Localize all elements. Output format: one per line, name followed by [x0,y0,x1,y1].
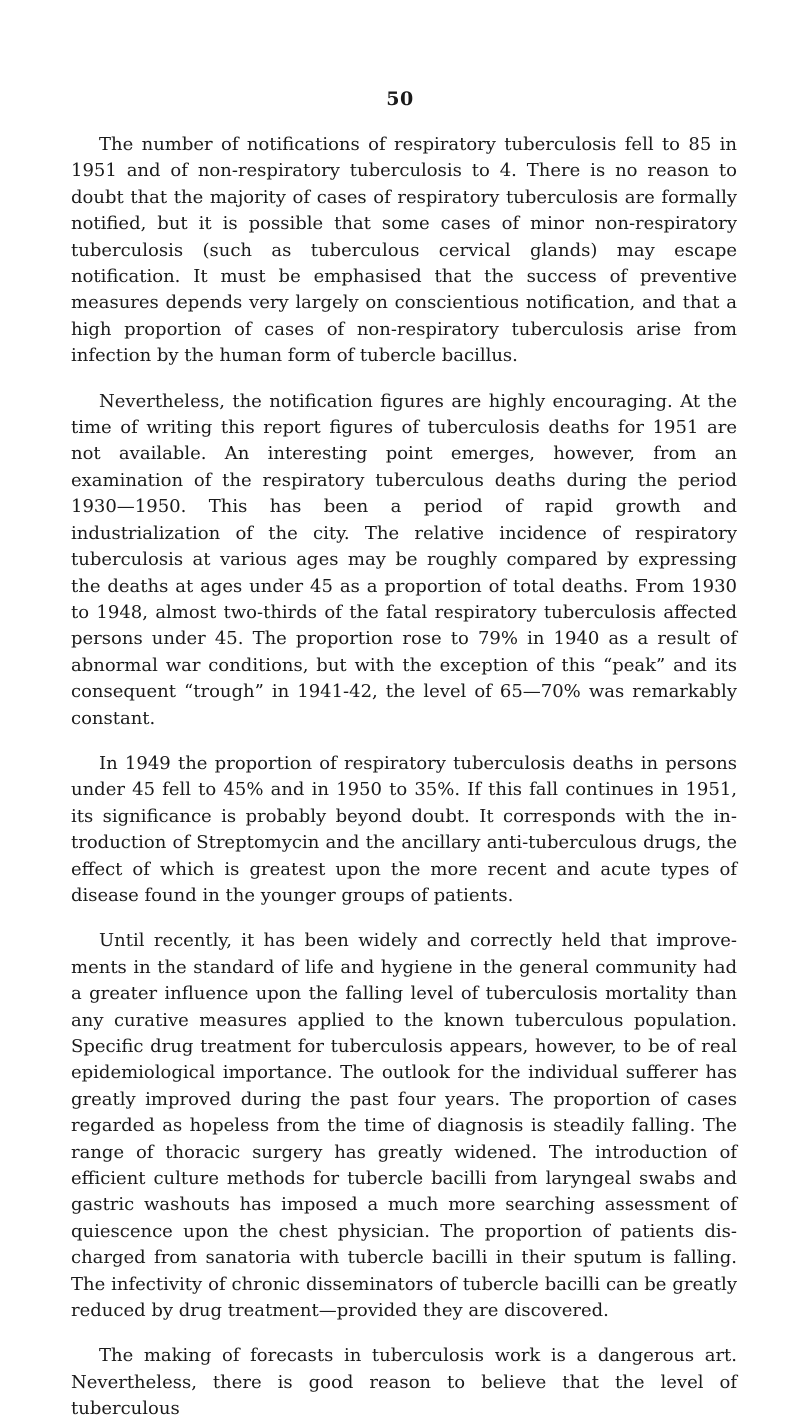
paragraph-death-proportions: Nevertheless, the notification figures are highly encouraging. At the time of writing this report figures of tuberculosis deaths for 1951 are not available. An interesting point emerges, however, from an examination of the respiratory tuberculous deaths during the period 1930—1950. This has been a period of rapid growth and industrialization of the city. The relative incidence of respiratory tuberculosis at various ages may be roughly compared by expressing the deaths at ages under 45 as a proportion of total deaths. From 1930 to 1948, almost two-thirds of the fatal respiratory tuberculosis affected persons under 45. The proportion rose to 79% in 1940 as a result of abnormal war conditions, but with the exception of this “peak” and its consequent “trough” in 1941-42, the level of 65—70% was remarkably constant. [71,390,737,729]
page-number: 50 [386,88,414,110]
paragraph-streptomycin: In 1949 the proportion of respiratory tuberculosis deaths in persons under 45 fell to 45% and in 1950 to 35%. If this fall continues in 1951, its significance is probably beyond doubt. It corresponds with the introduction of Streptomycin and the ancillary anti-tuberculous drugs, the effect of which is greatest upon the more recent and acute types of disease found in the younger groups of patients. [71,752,737,906]
paragraph-forecasts: The making of forecasts in tuberculosis work is a dangerous art. Nevertheless, there is good reason to believe that the level of tuberculous [71,1345,737,1420]
document-body [71,132,737,1423]
paragraph-drug-treatment: Until recently, it has been widely and correctly held that improvements in the standard of life and hygiene in the general community had a greater influence upon the falling level of tuberculosis mortality than any curative measures applied to the known tuberculous population. Specific drug treatment for tuberculosis appears, however, to be of real epidemiological importance. The outlook for the individual sufferer has greatly improved during the past four years. The proportion of cases regarded as hopeless from the time of diagnosis is steadily falling. The range of thoracic surgery has greatly widened. The introduction of efficient culture methods for tubercle bacilli from laryngeal swabs and gastric washouts has imposed a much more searching assessment of quiescence upon the chest physician. The proportion of patients discharged from sanatoria with tubercle bacilli in their sputum is falling. The infectivity of chronic disseminators of tubercle bacilli can be greatly reduced by drug treatment—provided they are discovered. [71,930,737,1322]
paragraph-notifications: The number of notifications of respiratory tuberculosis fell to 85 in 1951 and of non-respiratory tuberculosis to 4. There is no reason to doubt that the majority of cases of respiratory tuberculosis are formally notified, but it is possible that some cases of minor non-respiratory tuberculosis (such as tuberculous cervical glands) may escape notification. It must be emphasised that the success of preventive measures depends very largely on conscientious notification, and that a high proportion of cases of non-respiratory tuberculosis arise from infection by the human form of tubercle bacillus. [71,134,737,367]
